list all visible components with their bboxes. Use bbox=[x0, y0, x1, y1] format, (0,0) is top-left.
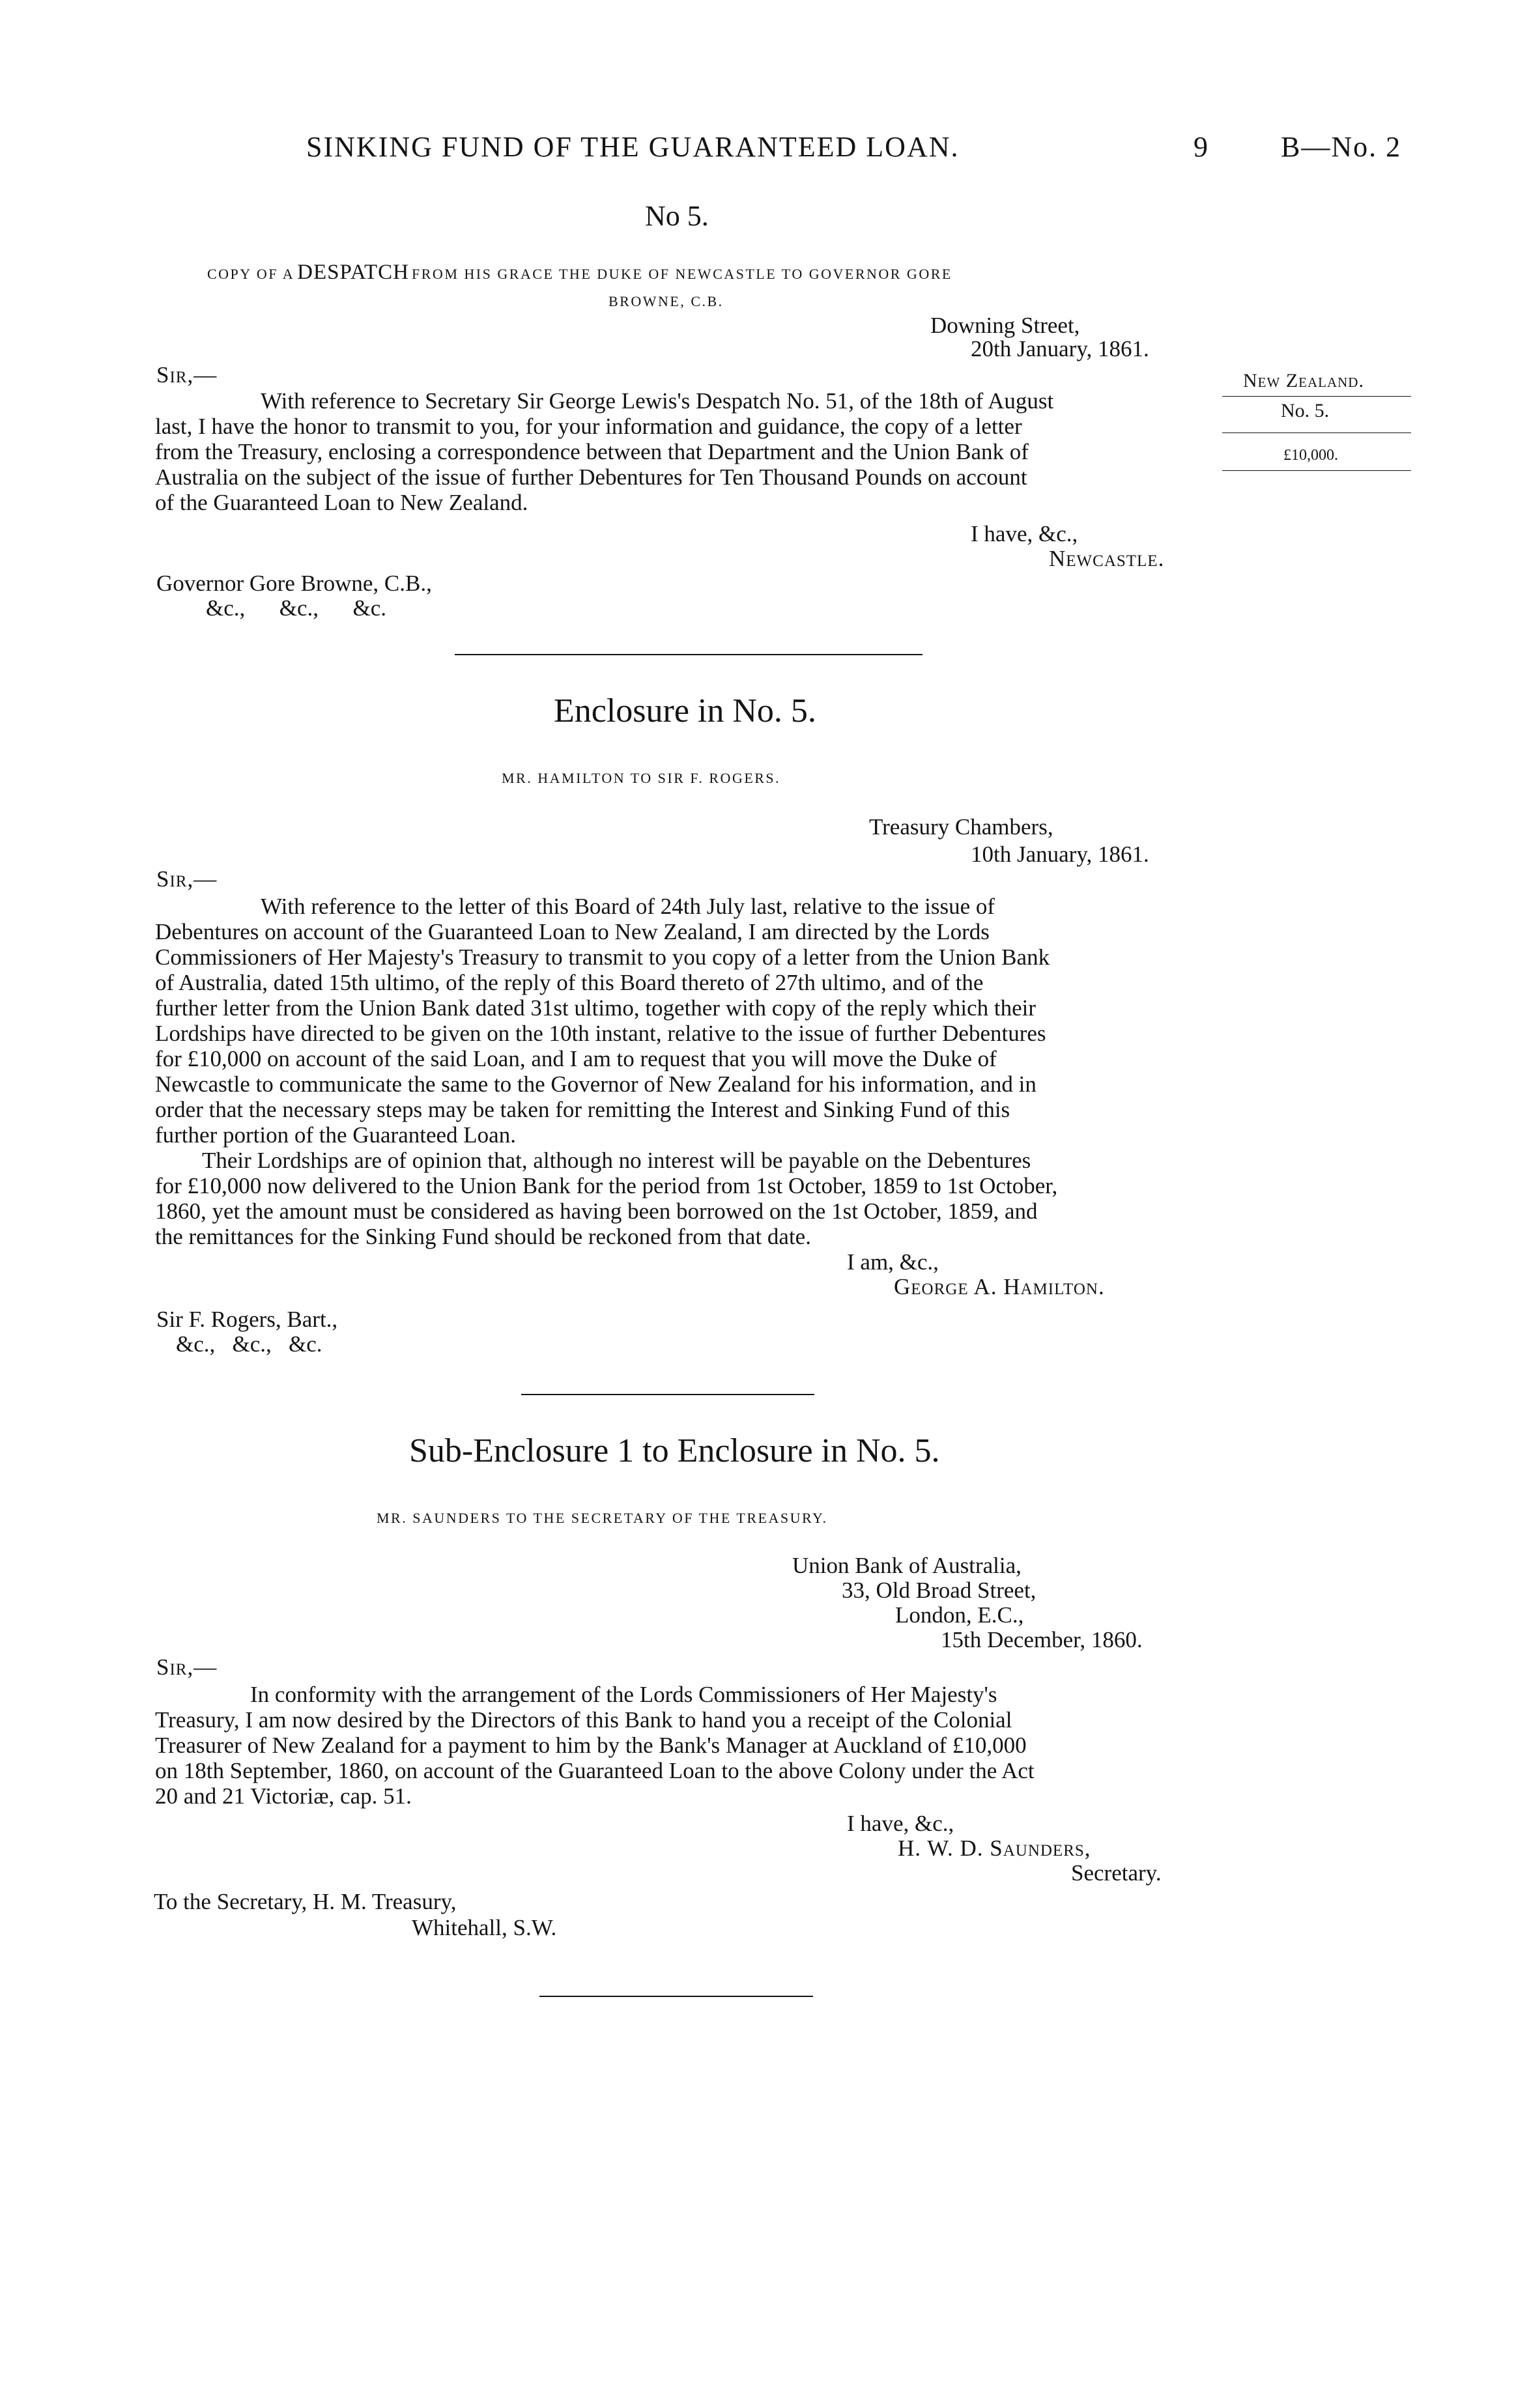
body-line: from the Treasury, enclosing a correspondence between that Department and the Union Bank of bbox=[155, 439, 1029, 464]
body-line: on 18th September, 1860, on account of the Guaranteed Loan to the above Colony under the Act bbox=[155, 1758, 1035, 1783]
despatch-caption bbox=[207, 261, 952, 285]
body-line: 1860, yet the amount must be considered as having been borrowed on the 1st October, 1859, and bbox=[155, 1198, 1038, 1224]
despatch-place: Downing Street, bbox=[930, 313, 1080, 338]
enclosure-paragraph-2 bbox=[155, 1148, 1212, 1249]
body-line: further letter from the Union Bank dated 31st ultimo, together with copy of the reply which their bbox=[155, 995, 1037, 1021]
body-line: of Australia, dated 15th ultimo, of the reply of this Board thereto of 27th ultimo, and of the bbox=[155, 970, 984, 995]
caption-keyword: DESPATCH bbox=[297, 261, 410, 284]
body-line: Lordships have directed to be given on the 10th instant, relative to the issue of further Debentures bbox=[155, 1021, 1046, 1046]
sub-enclosure-address-line: London, E.C., bbox=[895, 1602, 1024, 1628]
page-number: 9 bbox=[1194, 131, 1209, 163]
body-line: Australia on the subject of the issue of further Debentures for Ten Thousand Pounds on account bbox=[155, 464, 1027, 490]
margin-amount: £10,000. bbox=[1283, 447, 1338, 464]
sub-enclosure-closing: I have, &c., bbox=[847, 1811, 954, 1836]
despatch-date: 20th January, 1861. bbox=[971, 336, 1149, 361]
sub-enclosure-salutation: Sir,— bbox=[156, 1654, 218, 1680]
enclosure-heading: Enclosure in No. 5. bbox=[554, 692, 816, 729]
caption-rest: FROM HIS GRACE THE DUKE OF NEWCASTLE TO GOVERNOR GORE bbox=[412, 266, 952, 282]
body-line: Treasury, I am now desired by the Directors of this Bank to hand you a receipt of the Colonial bbox=[155, 1707, 1012, 1733]
paper-reference: B—No. 2 bbox=[1281, 131, 1402, 163]
caption-prefix: COPY OF A bbox=[207, 266, 295, 282]
margin-colony: New Zealand. bbox=[1243, 370, 1364, 391]
despatch-body bbox=[155, 388, 1212, 515]
sub-enclosure-body bbox=[155, 1682, 1212, 1809]
sub-enclosure-addressee: To the Secretary, H. M. Treasury, bbox=[154, 1889, 457, 1914]
despatch-closing: I have, &c., bbox=[971, 521, 1078, 546]
enclosure-closing: I am, &c., bbox=[847, 1249, 939, 1275]
body-line: Treasurer of New Zealand for a payment to him by the Bank's Manager at Auckland of £10,000 bbox=[155, 1733, 1027, 1758]
despatch-addressee-etc: &c., &c., &c. bbox=[206, 595, 387, 621]
body-line: the remittances for the Sinking Fund should be reckoned from that date. bbox=[155, 1224, 811, 1249]
sub-enclosure-signature: H. W. D. Saunders, bbox=[898, 1835, 1091, 1861]
sub-enclosure-date: 15th December, 1860. bbox=[941, 1627, 1143, 1652]
despatch-caption-line2: BROWNE, C.B. bbox=[608, 293, 724, 309]
body-line: Debentures on account of the Guaranteed Loan to New Zealand, I am directed by the Lords bbox=[155, 919, 990, 944]
enclosure-date: 10th January, 1861. bbox=[971, 842, 1149, 867]
body-line: Commissioners of Her Majesty's Treasury to transmit to you copy of a letter from the Union Bank bbox=[155, 944, 1050, 970]
margin-rule bbox=[1222, 432, 1411, 433]
enclosure-addressee: Sir F. Rogers, Bart., bbox=[156, 1307, 338, 1332]
enclosure-place: Treasury Chambers, bbox=[869, 814, 1053, 840]
sub-enclosure-addressee-line2: Whitehall, S.W. bbox=[412, 1915, 557, 1940]
body-line: With reference to Secretary Sir George Lewis's Despatch No. 51, of the 18th of August bbox=[261, 388, 1054, 414]
body-line: further portion of the Guaranteed Loan. bbox=[155, 1122, 516, 1148]
body-line: of the Guaranteed Loan to New Zealand. bbox=[155, 490, 528, 515]
enclosure-signature: George A. Hamilton. bbox=[894, 1274, 1105, 1299]
body-line: 20 and 21 Victoriæ, cap. 51. bbox=[155, 1783, 412, 1809]
section-divider bbox=[539, 1996, 813, 1997]
despatch-salutation: Sir,— bbox=[156, 362, 218, 388]
sub-enclosure-heading: Sub-Enclosure 1 to Enclosure in No. 5. bbox=[409, 1432, 940, 1469]
section-divider bbox=[521, 1394, 814, 1395]
body-line: for £10,000 now delivered to the Union Bank for the period from 1st October, 1859 to 1st October, bbox=[155, 1173, 1058, 1198]
sub-enclosure-caption: MR. SAUNDERS TO THE SECRETARY OF THE TREASURY. bbox=[377, 1510, 828, 1526]
body-line: Their Lordships are of opinion that, although no interest will be payable on the Debentures bbox=[202, 1148, 1031, 1173]
body-line: last, I have the honor to transmit to you, for your information and guidance, the copy of a letter bbox=[155, 414, 1022, 439]
sub-enclosure-address-line: 33, Old Broad Street, bbox=[842, 1578, 1037, 1603]
enclosure-salutation: Sir,— bbox=[156, 866, 218, 892]
enclosure-paragraph-1 bbox=[155, 894, 1212, 1148]
margin-number: No. 5. bbox=[1281, 400, 1330, 421]
body-line: With reference to the letter of this Board of 24th July last, relative to the issue of bbox=[261, 894, 995, 919]
body-line: Newcastle to communicate the same to the Governor of New Zealand for his information, and in bbox=[155, 1071, 1037, 1097]
despatch-addressee: Governor Gore Browne, C.B., bbox=[156, 571, 432, 596]
running-title: SINKING FUND OF THE GUARANTEED LOAN. bbox=[306, 131, 960, 163]
enclosure-caption: MR. HAMILTON TO SIR F. ROGERS. bbox=[502, 770, 781, 786]
margin-rule bbox=[1222, 396, 1411, 397]
body-line: order that the necessary steps may be taken for remitting the Interest and Sinking Fund of this bbox=[155, 1097, 1010, 1122]
section-divider bbox=[455, 654, 922, 655]
margin-rule bbox=[1222, 470, 1411, 471]
body-line: for £10,000 on account of the said Loan, and I am to request that you will move the Duke of bbox=[155, 1046, 997, 1071]
sub-enclosure-address-line: Union Bank of Australia, bbox=[792, 1553, 1022, 1578]
sub-enclosure-signature-title: Secretary. bbox=[1071, 1860, 1162, 1886]
despatch-number-heading: No 5. bbox=[645, 200, 709, 232]
despatch-signature: Newcastle. bbox=[1049, 546, 1165, 571]
enclosure-addressee-etc: &c., &c., &c. bbox=[176, 1331, 322, 1357]
body-line: In conformity with the arrangement of the Lords Commissioners of Her Majesty's bbox=[250, 1682, 997, 1707]
